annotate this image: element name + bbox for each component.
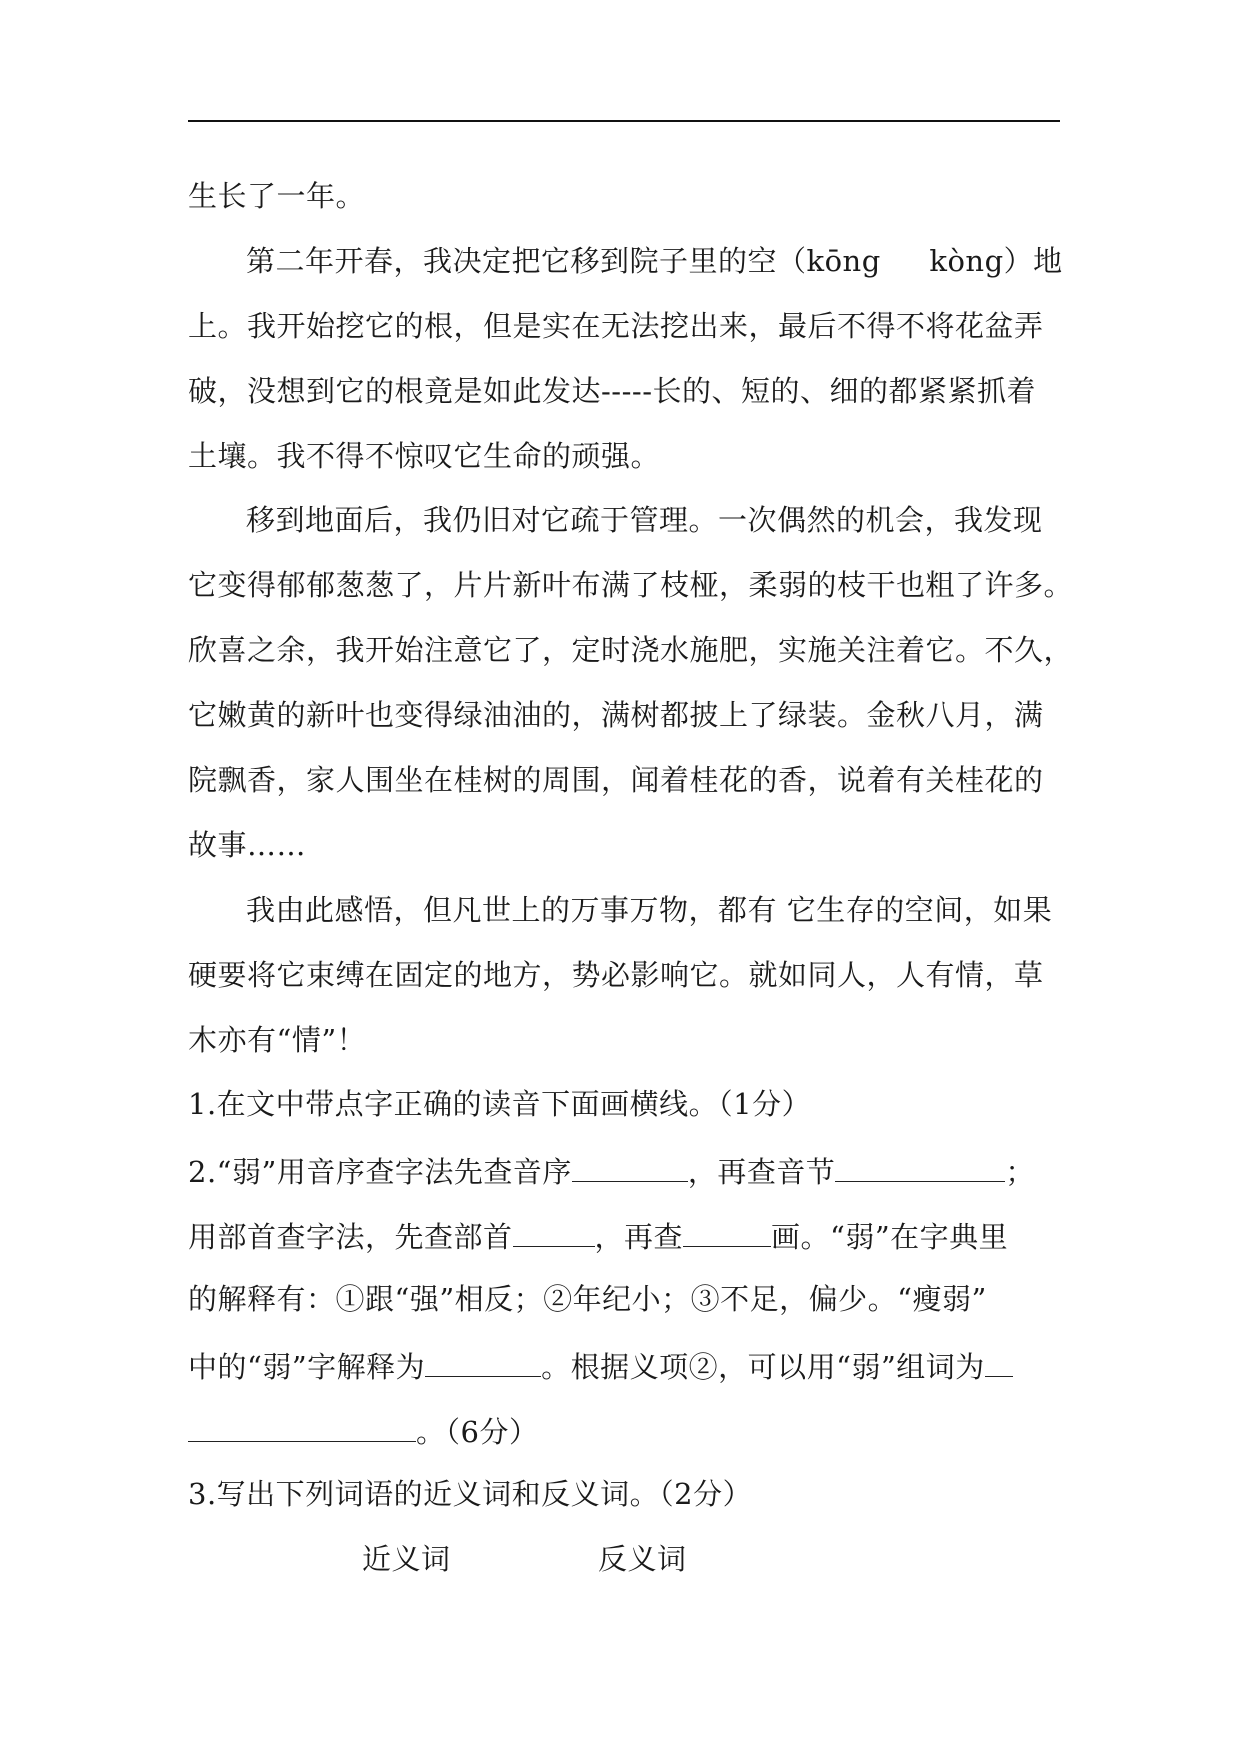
passage-line: 硬要将它束缚在固定的地方，势必影响它。就如同人，人有情，草	[188, 958, 1044, 992]
passage-line: 院飘香，家人围坐在桂树的周围，闻着桂花的香，说着有关桂花的	[188, 763, 1044, 797]
passage-line: 欣喜之余，我开始注意它了，定时浇水施肥，实施关注着它。不久，	[188, 633, 1074, 667]
question-2-line-2	[188, 1216, 1008, 1255]
passage-line: 第二年开春，我决定把它移到院子里的空（kōng kòng）地	[246, 244, 1063, 278]
header-rule	[188, 120, 1060, 122]
question-2-line-4	[188, 1346, 1013, 1385]
passage-line: 木亦有“情”！	[188, 1023, 367, 1057]
question-2-text: ，再查	[594, 1220, 684, 1254]
question-2-text: 用部首查字法，先查部首	[188, 1220, 513, 1254]
question-2-text: 中的“弱”字解释为	[188, 1350, 426, 1384]
answer-blank[interactable]	[425, 1346, 541, 1377]
synonym-header: 近义词	[362, 1542, 451, 1576]
passage-line: 我由此感悟，但凡世上的万事万物，都有 它生存的空间，如果	[246, 893, 1053, 927]
answer-blank[interactable]	[985, 1346, 1013, 1377]
question-2-text: 。（6分）	[416, 1415, 539, 1449]
passage-line: 破，没想到它的根竟是如此发达-----长的、短的、细的都紧紧抓着	[188, 374, 1036, 408]
question-2-text: 2.“弱”用音序查字法先查音序	[188, 1155, 572, 1189]
question-2-line-5	[188, 1411, 538, 1450]
answer-blank[interactable]	[572, 1151, 688, 1182]
antonym-header: 反义词	[598, 1542, 687, 1576]
passage-line: 上。我开始挖它的根，但是实在无法挖出来，最后不得不将花盆弄	[188, 309, 1044, 343]
passage-line: 土壤。我不得不惊叹它生命的顽强。	[188, 439, 661, 473]
passage-line: 移到地面后，我仍旧对它疏于管理。一次偶然的机会，我发现	[246, 503, 1043, 537]
question-2-line-1	[188, 1151, 1035, 1190]
question-2-text: ，再查音节	[687, 1155, 836, 1189]
question-2-text: 画。“弱”在字典里	[771, 1220, 1009, 1254]
question-2-text: ；	[1005, 1155, 1035, 1189]
question-2-line-3: 的解释有：①跟“强”相反；②年纪小；③不足，偏少。“瘦弱”	[188, 1282, 987, 1316]
question-2-text: 。根据义项②，可以用“弱”组词为	[541, 1350, 985, 1384]
answer-blank[interactable]	[188, 1411, 416, 1442]
question-1: 1.在文中带点字正确的读音下面画横线。（1分）	[188, 1087, 812, 1121]
answer-blank[interactable]	[513, 1216, 595, 1247]
passage-line: 故事……	[188, 828, 307, 862]
passage-line: 它嫩黄的新叶也变得绿油油的，满树都披上了绿装。金秋八月，满	[188, 698, 1044, 732]
answer-blank[interactable]	[683, 1216, 771, 1247]
answer-blank[interactable]	[835, 1151, 1005, 1182]
passage-line: 它变得郁郁葱葱了，片片新叶布满了枝桠，柔弱的枝干也粗了许多。	[188, 568, 1074, 602]
passage-line: 生长了一年。	[188, 179, 366, 213]
question-3: 3.写出下列词语的近义词和反义词。（2分）	[188, 1477, 753, 1511]
